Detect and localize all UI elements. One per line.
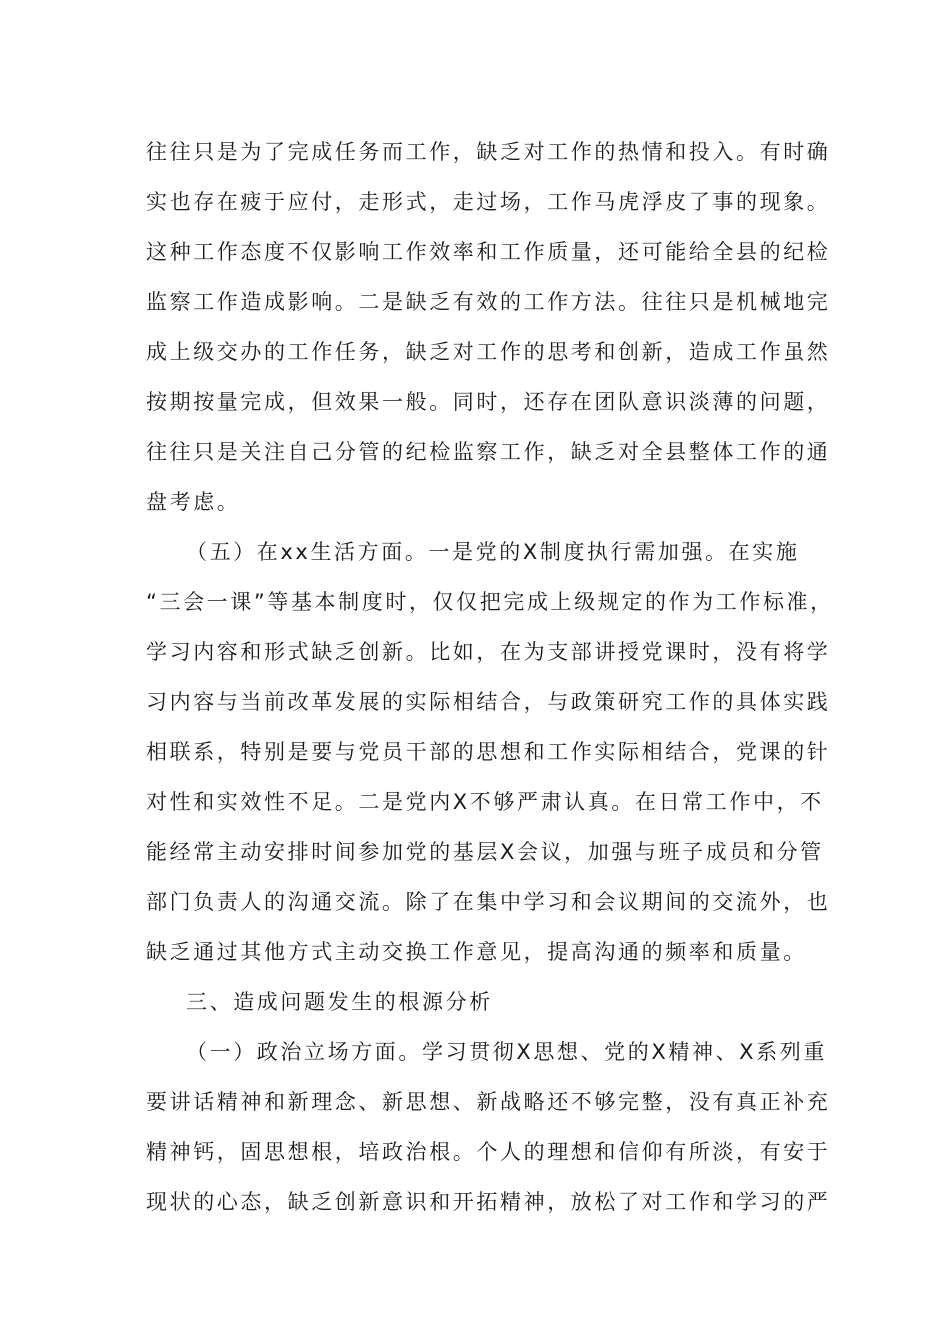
paragraph-line: 要讲话精神和新理念、新思想、新战略还不够完整，没有真正补充 [146, 1090, 831, 1114]
paragraph-line: 缺乏通过其他方式主动交换工作意见，提高沟通的频率和质量。 [146, 940, 807, 964]
paragraph-line: “三会一课”等基本制度时，仅仅把完成上级规定的作为工作标准， [146, 590, 834, 614]
paragraph-line: 现状的心态，缺乏创新意识和开拓精神，放松了对工作和学习的严 [146, 1190, 831, 1214]
paragraph-line: 这种工作态度不仅影响工作效率和工作质量，还可能给全县的纪检 [146, 240, 831, 264]
paragraph-line: 对性和实效性不足。二是党内X不够严肃认真。在日常工作中，不 [146, 790, 824, 814]
paragraph-line: 能经常主动安排时间参加党的基层X会议，加强与班子成员和分管 [146, 840, 824, 864]
section-heading-five: （五）在xx生活方面。一是党的X制度执行需加强。在实施 [186, 540, 800, 564]
paragraph-line: 实也存在疲于应付，走形式，走过场，工作马虎浮皮了事的现象。 [146, 190, 831, 214]
subsection-heading-one: （一）政治立场方面。学习贯彻X思想、党的X精神、X系列重 [186, 1040, 827, 1064]
paragraph-line: 学习内容和形式缺乏创新。比如，在为支部讲授党课时，没有将学 [146, 640, 831, 664]
paragraph-line: 盘考虑。 [146, 490, 241, 514]
paragraph-line: 往往只是关注自己分管的纪检监察工作，缺乏对全县整体工作的通 [146, 440, 831, 464]
paragraph-line: 相联系，特别是要与党员干部的思想和工作实际相结合，党课的针 [146, 740, 831, 764]
paragraph-line: 部门负责人的沟通交流。除了在集中学习和会议期间的交流外，也 [146, 890, 831, 914]
paragraph-line: 精神钙，固思想根，培政治根。个人的理想和信仰有所淡，有安于 [146, 1140, 831, 1164]
paragraph-line: 监察工作造成影响。二是缺乏有效的工作方法。往往只是机械地完 [146, 290, 831, 314]
paragraph-line: 成上级交办的工作任务，缺乏对工作的思考和创新，造成工作虽然 [146, 340, 831, 364]
paragraph-line: 按期按量完成，但效果一般。同时，还存在团队意识淡薄的问题， [146, 390, 831, 414]
paragraph-line: 习内容与当前改革发展的实际相结合，与政策研究工作的具体实践 [146, 690, 831, 714]
paragraph-line: 往往只是为了完成任务而工作，缺乏对工作的热情和投入。有时确 [146, 140, 831, 164]
section-heading-three: 三、造成问题发生的根源分析 [186, 990, 493, 1014]
